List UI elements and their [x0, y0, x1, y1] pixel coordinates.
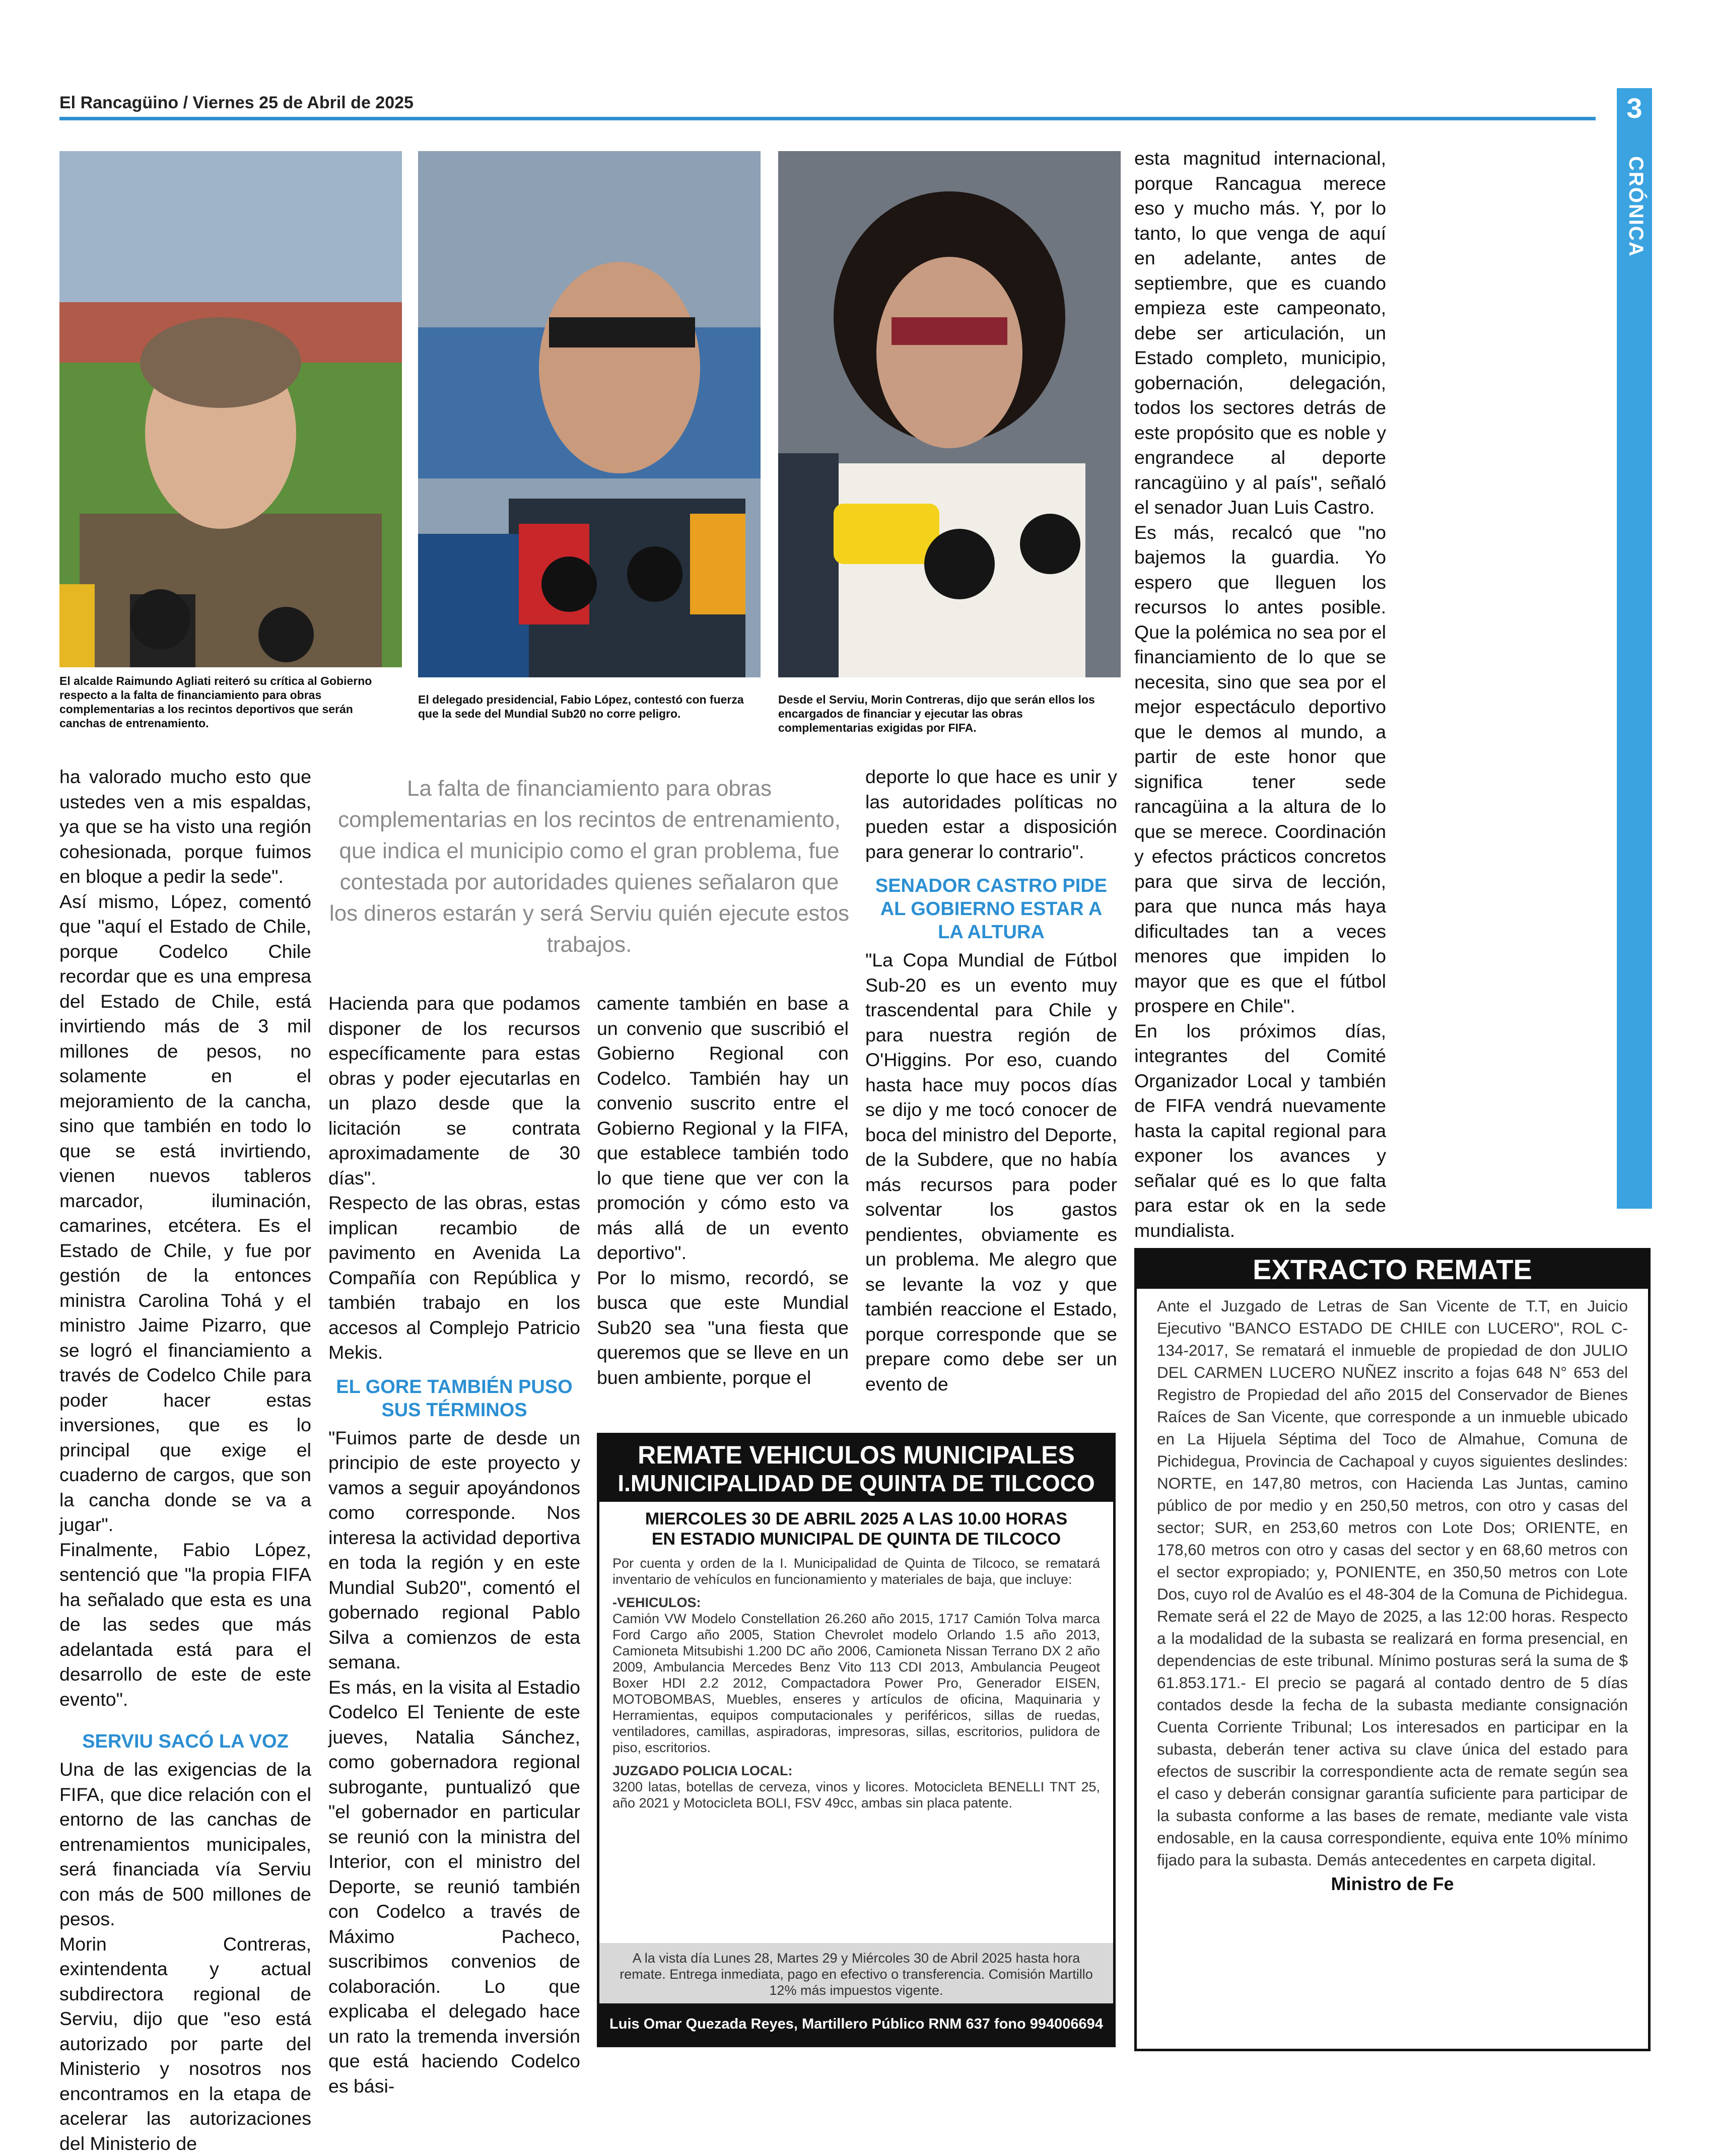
- paragraph: Finalmente, Fabio López, sentenció que "la propia FIFA ha señalado que esta es una de las sedes que más adelantada está para el desarrollo de este de este evento".: [59, 1538, 311, 1712]
- paragraph: Hacienda para que podamos disponer de los recursos específicamente para estas obras y poder ejecutarlas en un plazo desde que la licitación se contrata aproximadamente de 30 días".: [328, 991, 580, 1191]
- paragraph: En los próximos días, integrantes del Comité Organizador Local y también de FIFA vendrá nuevamente hasta la capital regional para exponer los avances y señalar qué es lo que falta para estar ok en la sede mundialista.: [1134, 1019, 1386, 1243]
- paragraph: Así mismo, López, comentó que "aquí el Estado de Chile, porque Codelco Chile recordar que es una empresa del Estado de Chile, está invirtiendo más de 3 mil millones de pesos, no solamente en el mejoramiento de la cancha, sino que también en todo lo que se está invirtiendo, vienen nuevos tableros marcador, iluminación, camarines, etcétera. Es el Estado de Chile, y fue por gestión de la entonces ministra Carolina Tohá y el ministro Jaime Pizarro, que se logró el financiamiento a través de Codelco Chile para poder hacer estas inversiones, que es lo principal que exige el cuaderno de cargos, que son la cancha donde se va a jugar".: [59, 889, 311, 1538]
- extract-title: EXTRACTO REMATE: [1137, 1250, 1648, 1289]
- extract-signature: Ministro de Fe: [1157, 1873, 1628, 1895]
- header-rule: [59, 117, 1596, 120]
- subheading-senador: SENADOR CASTRO PIDE AL GOBIERNO ESTAR A LA ALTURA: [865, 874, 1117, 944]
- photo-caption-delegate: El delegado presidencial, Fabio López, contestó con fuerza que la sede del Mundial Sub20 no corre peligro.: [418, 692, 761, 721]
- auction-subtitle: I.MUNICIPALIDAD DE QUINTA DE TILCOCO: [599, 1470, 1113, 1497]
- paragraph: "La Copa Mundial de Fútbol Sub-20 es un evento muy trascendental para Chile y para nuestra región de O'Higgins. Por eso, cuando hasta hace muy pocos días se dijo y me tocó conocer de boca del ministro del Deporte, de la Subdere, que no había más recursos para poder solventar los gastos pendientes, obviamente es un problema. Me alegro que se levante la voz y que también reaccione el Estado, porque corresponde que se prepare como debe ser un evento de: [865, 948, 1117, 1397]
- photo-mayor: [59, 151, 402, 667]
- court-label: JUZGADO POLICIA LOCAL:: [612, 1763, 1100, 1779]
- article-column-2: [328, 991, 580, 2099]
- paragraph: Es más, recalcó que "no bajemos la guardia. Yo espero que lleguen los recursos lo antes posible. Que la polémica no sea por el financiamiento de lo que se necesita, sino que sea por el mejor espectáculo deportivo que le demos al mundo, a partir de este honor que significa tener sede rancagüina a la altura de lo que se merece. Coordinación y efectos prácticos concretos para que sirva de lección, para que nunca más haya dificultades tan a veces menores que impiden lo mayor que es que el fútbol prospere en Chile".: [1134, 520, 1386, 1019]
- pull-quote: La falta de financiamiento para obras complementarias en los recintos de entrenamiento, que indica el municipio como el gran problema, fue contestada por autoridades quienes señalaron que los dineros estarán y será Serviu quién ejecute estos trabajos.: [327, 773, 851, 960]
- paragraph: Respecto de las obras, estas implican recambio de pavimento en Avenida La Compañía con República y también trabajo en los accesos al Complejo Patricio Mekis.: [328, 1191, 580, 1365]
- paragraph: esta magnitud internacional, porque Rancagua merece eso y mucho más. Y, por lo tanto, lo que venga de aquí en adelante, antes de septiembre, que es cuando empieza este campeonato, debe ser articulación, un Estado completo, municipio, gobernación, delegación, todos los sectores detrás de este propósito que es noble y engrandece al deporte rancagüino y al país", señaló el senador Juan Luis Castro.: [1134, 146, 1386, 520]
- photo-serviu: [778, 151, 1121, 677]
- article-column-1: [59, 764, 311, 2156]
- auction-vehicles-ad: [597, 1433, 1116, 2047]
- paragraph: Una de las exigencias de la FIFA, que dice relación con el entorno de las canchas de entrenamientos municipales, será financiada vía Serviu con más de 500 millones de pesos.: [59, 1757, 311, 1932]
- auction-viewing-info: A la vista día Lunes 28, Martes 29 y Miércoles 30 de Abril 2025 hasta hora remate. Entrega inmediata, pago en efectivo o transferencia. Comisión Martillo 12% más impuestos vigente.: [599, 1943, 1113, 2003]
- photo-delegate: [418, 151, 761, 677]
- article-column-5: [1134, 146, 1386, 1243]
- newspaper-header: El Rancagüino / Viernes 25 de Abril de 2025: [59, 93, 414, 113]
- legal-extract-ad: [1134, 1248, 1651, 2051]
- paragraph: Es más, en la visita al Estadio Codelco El Teniente de este jueves, Natalia Sánchez, como gobernadora regional subrogante, puntualizó que "el gobernador en particular se reunió con la ministra del Interior, con el ministro del Deporte, se reunió también con Codelco a través de Máximo Pacheco, suscribimos convenios de colaboración. Lo que explicaba el delegado hace un rato la tremenda inversión que está haciendo Codelco es bási-: [328, 1675, 580, 2099]
- auction-intro: Por cuenta y orden de la I. Municipalidad de Quinta de Tilcoco, se rematará inventario de vehículos en funcionamiento y materiales de baja, que incluye:: [612, 1555, 1100, 1587]
- section-label: CRÓNICA: [1624, 156, 1647, 257]
- paragraph: Por lo mismo, recordó, se busca que este Mundial Sub20 sea "una fiesta que queremos que se lleve en un buen ambiente, porque el: [597, 1266, 849, 1390]
- article-column-4: [865, 764, 1117, 1397]
- paragraph: Morin Contreras, exintendenta y actual subdirectora regional de Serviu, dijo que "eso está autorizado por parte del Ministerio y nosotros nos encontramos en la etapa de acelerar las autorizaciones del Ministerio de: [59, 1932, 311, 2156]
- paragraph: deporte lo que hace es unir y las autoridades políticas no pueden estar a disposición para generar lo contrario".: [865, 764, 1117, 864]
- extract-text: Ante el Juzgado de Letras de San Vicente de T.T, en Juicio Ejecutivo "BANCO ESTADO DE CHILE con LUCERO", ROL C-134-2017, Se rematará el inmueble de propiedad de don JULIO DEL CARMEN LUCERO NUÑEZ inscrito a fojas 648 N° 653 del Registro de Propiedad del año 2015 del Conservador de Bienes Raíces de San Vicente, que corresponde a un inmueble ubicado en La Hijuela Séptima del Toco de Almahue, Comuna de Pichidegua, Provincia de Cachapoal y cuyos siguientes deslindes: NORTE, en 147,80 metros, con Hacienda Las Juntas, camino público de por medio y en 250,50 metros, con otro y casas del sector; SUR, en 253,60 metros con Lote Dos; ORIENTE, en 178,60 metros con otro y casas del sector y en 68,60 metros con el sector expropiado; y, PONIENTE, en 350,50 metros con Lote Dos, cuyo rol de Avalúo es el 48-304 de la Comuna de Pichidegua. Remate será el 22 de Mayo de 2025, a las 12:00 horas. Respecto a la modalidad de la subasta se realizará en forma presencial, en dependencias de este tribunal. Mínimo posturas será la suma de $ 61.853.171.- El precio se pagará al contado dentro de 5 días contados desde la fecha de la subasta mediante consignación Cuenta Corriente Tribunal; Los interesados en participar en la subasta, deberán tener activa su clave única del estado para efectos de suscribir la correspondiente acta de remate según sea el caso y deberán consignar garantía suficiente para participar de la subasta conforme a las bases de remate, mediante vale vista endosable, en la causa correspondiente, equiva ente 10% mínimo fijado para la subasta. Demás antecedentes en carpeta digital.: [1157, 1295, 1628, 1871]
- auctioneer-info: Luis Omar Quezada Reyes, Martillero Público RNM 637 fono 994006694: [599, 2003, 1113, 2045]
- court-items: 3200 latas, botellas de cerveza, vinos y licores. Motocicleta BENELLI TNT 25, año 2021 y Motocicleta BOLI, FSV 49cc, ambas sin placa patente.: [612, 1779, 1100, 1811]
- subheading-gore: EL GORE TAMBIÉN PUSO SUS TÉRMINOS: [328, 1375, 580, 1422]
- paragraph: camente también en base a un convenio que suscribió el Gobierno Regional con Codelco. También hay un convenio suscrito entre el Gobierno Regional y la FIFA, que establece también todo lo que tiene que ver con la promoción y cómo esto va más allá de un evento deportivo".: [597, 991, 849, 1266]
- auction-date: MIERCOLES 30 DE ABRIL 2025 A LAS 10.00 HORAS: [612, 1509, 1100, 1529]
- subheading-serviu: SERVIU SACÓ LA VOZ: [59, 1730, 311, 1753]
- photo-caption-serviu: Desde el Serviu, Morin Contreras, dijo que serán ellos los encargados de financiar y ejecutar las obras complementarias exigidas por FIFA.: [778, 692, 1121, 735]
- page-number: 3: [1617, 92, 1652, 124]
- paragraph: "Fuimos parte de desde un principio de este proyecto y vamos a seguir apoyándonos como corresponde. Nos interesa la actividad deportiva en toda la región y en este Mundial Sub20", comentó el gobernado regional Pablo Silva a comienzos de esta semana.: [328, 1426, 580, 1675]
- vehicles-label: -VEHICULOS:: [612, 1594, 1100, 1611]
- photo-caption-mayor: El alcalde Raimundo Agliati reiteró su crítica al Gobierno respecto a la falta de financiamiento para obras complementarias a los recintos deportivos que serán canchas de entrenamiento.: [59, 674, 402, 730]
- auction-location: EN ESTADIO MUNICIPAL DE QUINTA DE TILCOCO: [612, 1529, 1100, 1549]
- article-column-3: [597, 991, 849, 1390]
- vehicles-list: Camión VW Modelo Constellation 26.260 año 2015, 1717 Camión Tolva marca Ford Cargo año 2005, Station Chevrolet modelo Orlando 1.5 año 2013, Camioneta Mitsubishi 1.200 DC año 2006, Camioneta Nissan Terrano DX 2 año 2009, Ambulancia Mercedes Benz Vito 113 CDI 2013, Ambulancia Peugeot Boxer HDI 2.2 2012, Compactadora Power Pro, Generador EISEN, MOTOBOMBAS, Muebles, enseres y artículos de oficina, Maquinaria y Herramientas, equipos computacionales y periféricos, sillas de ruedas, ventiladores, camillas, aspiradoras, impresoras, sillas, escritorios, pulidora de piso, escritorios.: [612, 1611, 1100, 1756]
- paragraph: ha valorado mucho esto que ustedes ven a mis espaldas, ya que se ha visto una región cohesionada, porque fuimos en bloque a pedir la sede".: [59, 764, 311, 889]
- auction-title: REMATE VEHICULOS MUNICIPALES: [599, 1440, 1113, 1470]
